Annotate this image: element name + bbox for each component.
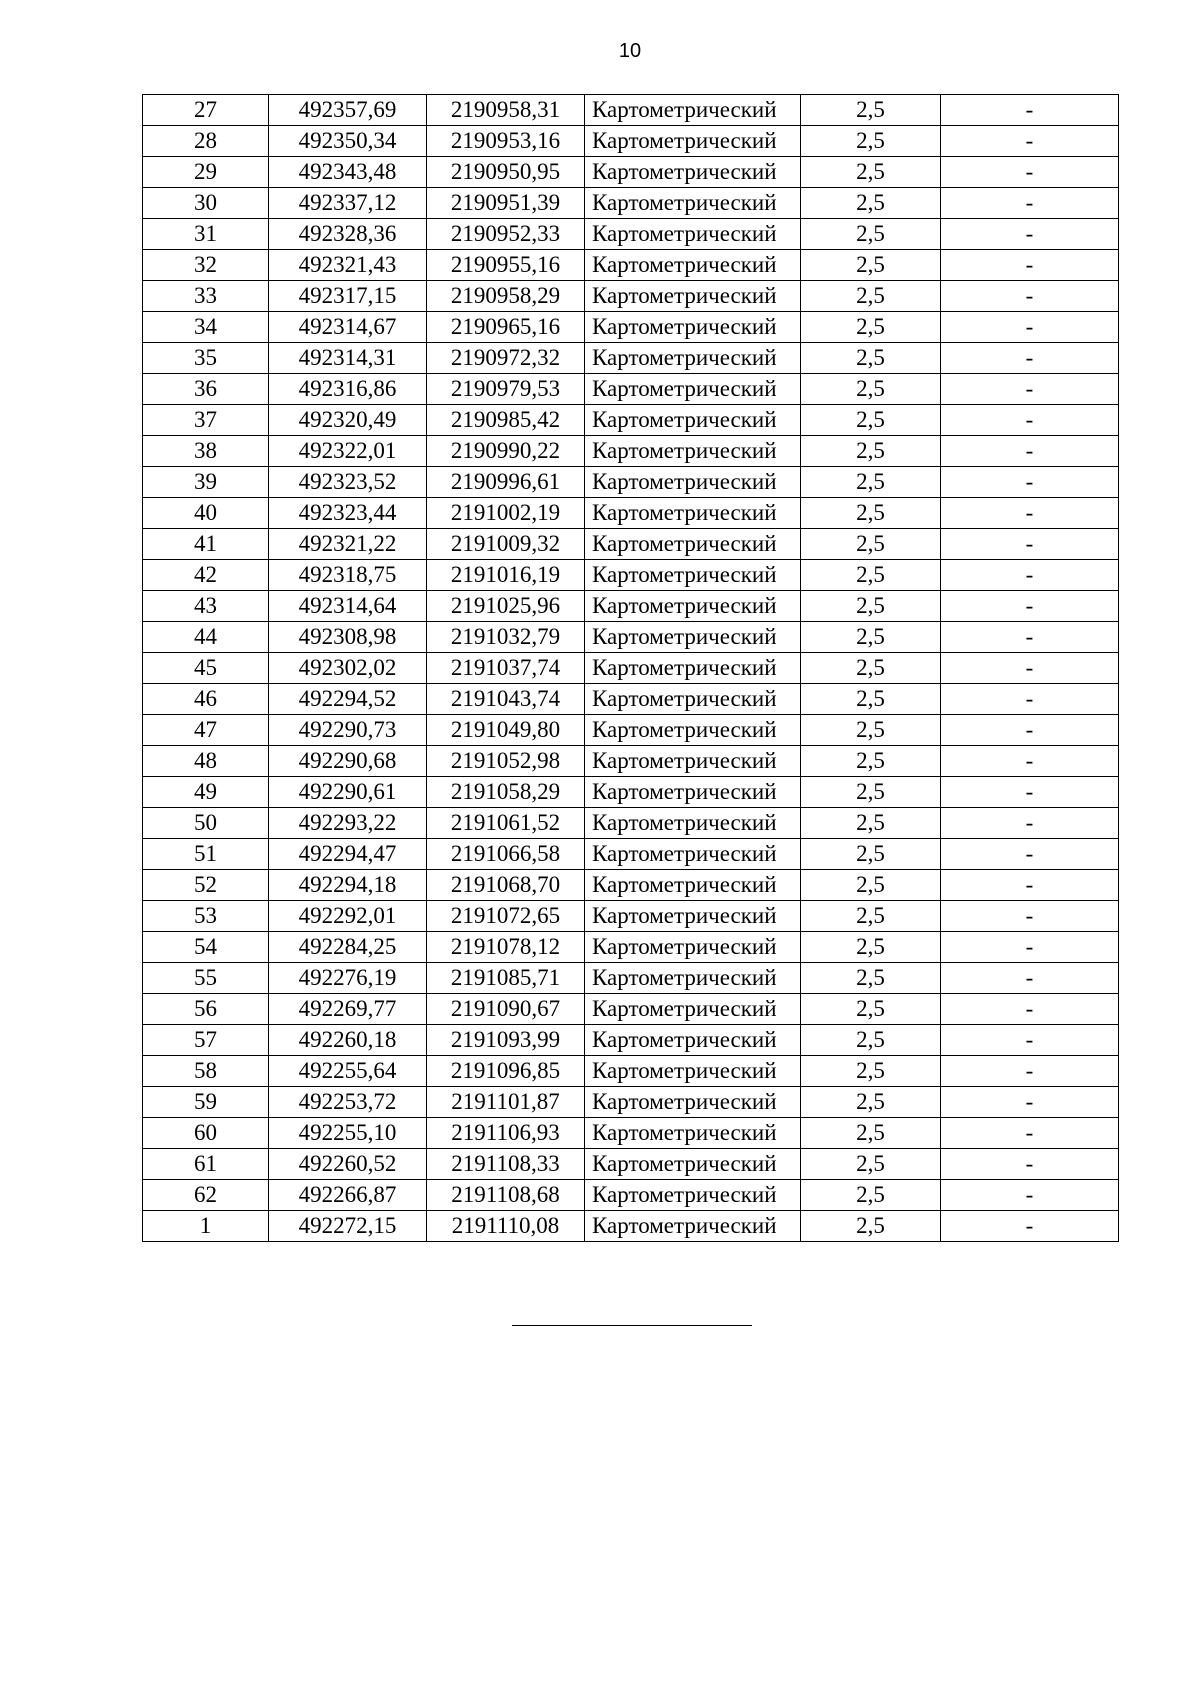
table-row: [143, 1025, 1119, 1056]
point-number-cell: 34: [143, 312, 269, 343]
accuracy-cell: 2,5: [801, 777, 941, 808]
x-coordinate-cell: 492317,15: [269, 281, 427, 312]
accuracy-cell: 2,5: [801, 498, 941, 529]
x-coordinate-cell: 492269,77: [269, 994, 427, 1025]
point-number-cell: 28: [143, 126, 269, 157]
method-cell: Картометрический: [585, 932, 801, 963]
accuracy-cell: 2,5: [801, 436, 941, 467]
point-number-cell: 47: [143, 715, 269, 746]
y-coordinate-cell: 2190951,39: [427, 188, 585, 219]
x-coordinate-cell: 492294,18: [269, 870, 427, 901]
y-coordinate-cell: 2191068,70: [427, 870, 585, 901]
method-cell: Картометрический: [585, 1087, 801, 1118]
y-coordinate-cell: 2191106,93: [427, 1118, 585, 1149]
method-cell: Картометрический: [585, 622, 801, 653]
table-row: [143, 250, 1119, 281]
y-coordinate-cell: 2191061,52: [427, 808, 585, 839]
x-coordinate-cell: 492293,22: [269, 808, 427, 839]
y-coordinate-cell: 2191025,96: [427, 591, 585, 622]
point-number-cell: 51: [143, 839, 269, 870]
y-coordinate-cell: 2190990,22: [427, 436, 585, 467]
y-coordinate-cell: 2191096,85: [427, 1056, 585, 1087]
page-number: 10: [618, 40, 642, 62]
point-number-cell: 54: [143, 932, 269, 963]
accuracy-cell: 2,5: [801, 1180, 941, 1211]
description-cell: -: [941, 157, 1119, 188]
table-row: [143, 374, 1119, 405]
table-row: [143, 529, 1119, 560]
x-coordinate-cell: 492343,48: [269, 157, 427, 188]
description-cell: -: [941, 994, 1119, 1025]
table-row: [143, 498, 1119, 529]
method-cell: Картометрический: [585, 1025, 801, 1056]
accuracy-cell: 2,5: [801, 994, 941, 1025]
method-cell: Картометрический: [585, 157, 801, 188]
x-coordinate-cell: 492321,43: [269, 250, 427, 281]
point-number-cell: 60: [143, 1118, 269, 1149]
method-cell: Картометрический: [585, 312, 801, 343]
x-coordinate-cell: 492255,10: [269, 1118, 427, 1149]
table-row: [143, 157, 1119, 188]
y-coordinate-cell: 2191093,99: [427, 1025, 585, 1056]
x-coordinate-cell: 492316,86: [269, 374, 427, 405]
accuracy-cell: 2,5: [801, 622, 941, 653]
x-coordinate-cell: 492308,98: [269, 622, 427, 653]
point-number-cell: 55: [143, 963, 269, 994]
accuracy-cell: 2,5: [801, 126, 941, 157]
y-coordinate-cell: 2191016,19: [427, 560, 585, 591]
method-cell: Картометрический: [585, 777, 801, 808]
point-number-cell: 44: [143, 622, 269, 653]
x-coordinate-cell: 492255,64: [269, 1056, 427, 1087]
point-number-cell: 45: [143, 653, 269, 684]
description-cell: -: [941, 932, 1119, 963]
description-cell: -: [941, 560, 1119, 591]
table-row: [143, 684, 1119, 715]
method-cell: Картометрический: [585, 126, 801, 157]
x-coordinate-cell: 492253,72: [269, 1087, 427, 1118]
description-cell: -: [941, 1025, 1119, 1056]
method-cell: Картометрический: [585, 808, 801, 839]
point-number-cell: 33: [143, 281, 269, 312]
table-row: [143, 870, 1119, 901]
x-coordinate-cell: 492290,61: [269, 777, 427, 808]
accuracy-cell: 2,5: [801, 1118, 941, 1149]
description-cell: -: [941, 1149, 1119, 1180]
accuracy-cell: 2,5: [801, 870, 941, 901]
point-number-cell: 40: [143, 498, 269, 529]
description-cell: -: [941, 188, 1119, 219]
table-row: [143, 436, 1119, 467]
accuracy-cell: 2,5: [801, 188, 941, 219]
method-cell: Картометрический: [585, 529, 801, 560]
description-cell: -: [941, 312, 1119, 343]
accuracy-cell: 2,5: [801, 715, 941, 746]
y-coordinate-cell: 2191101,87: [427, 1087, 585, 1118]
method-cell: Картометрический: [585, 1149, 801, 1180]
description-cell: -: [941, 1087, 1119, 1118]
method-cell: Картометрический: [585, 498, 801, 529]
method-cell: Картометрический: [585, 188, 801, 219]
point-number-cell: 35: [143, 343, 269, 374]
x-coordinate-cell: 492276,19: [269, 963, 427, 994]
y-coordinate-cell: 2191085,71: [427, 963, 585, 994]
description-cell: -: [941, 746, 1119, 777]
point-number-cell: 29: [143, 157, 269, 188]
accuracy-cell: 2,5: [801, 684, 941, 715]
table-row: [143, 653, 1119, 684]
point-number-cell: 37: [143, 405, 269, 436]
y-coordinate-cell: 2191052,98: [427, 746, 585, 777]
point-number-cell: 58: [143, 1056, 269, 1087]
x-coordinate-cell: 492323,44: [269, 498, 427, 529]
x-coordinate-cell: 492337,12: [269, 188, 427, 219]
point-number-cell: 30: [143, 188, 269, 219]
method-cell: Картометрический: [585, 281, 801, 312]
x-coordinate-cell: 492294,52: [269, 684, 427, 715]
method-cell: Картометрический: [585, 1211, 801, 1242]
method-cell: Картометрический: [585, 870, 801, 901]
y-coordinate-cell: 2190979,53: [427, 374, 585, 405]
x-coordinate-cell: 492290,68: [269, 746, 427, 777]
table-row: [143, 1149, 1119, 1180]
point-number-cell: 31: [143, 219, 269, 250]
y-coordinate-cell: 2191110,08: [427, 1211, 585, 1242]
y-coordinate-cell: 2191072,65: [427, 901, 585, 932]
method-cell: Картометрический: [585, 374, 801, 405]
x-coordinate-cell: 492320,49: [269, 405, 427, 436]
table-row: [143, 1056, 1119, 1087]
y-coordinate-cell: 2190965,16: [427, 312, 585, 343]
accuracy-cell: 2,5: [801, 157, 941, 188]
method-cell: Картометрический: [585, 591, 801, 622]
description-cell: -: [941, 1180, 1119, 1211]
method-cell: Картометрический: [585, 405, 801, 436]
description-cell: -: [941, 1118, 1119, 1149]
description-cell: -: [941, 870, 1119, 901]
description-cell: -: [941, 901, 1119, 932]
point-number-cell: 39: [143, 467, 269, 498]
table-row: [143, 1180, 1119, 1211]
accuracy-cell: 2,5: [801, 591, 941, 622]
table-row: [143, 188, 1119, 219]
point-number-cell: 42: [143, 560, 269, 591]
table-row: [143, 932, 1119, 963]
method-cell: Картометрический: [585, 1118, 801, 1149]
accuracy-cell: 2,5: [801, 467, 941, 498]
description-cell: -: [941, 405, 1119, 436]
table-row: [143, 839, 1119, 870]
point-number-cell: 59: [143, 1087, 269, 1118]
accuracy-cell: 2,5: [801, 808, 941, 839]
accuracy-cell: 2,5: [801, 312, 941, 343]
table-row: [143, 622, 1119, 653]
method-cell: Картометрический: [585, 684, 801, 715]
description-cell: -: [941, 839, 1119, 870]
x-coordinate-cell: 492284,25: [269, 932, 427, 963]
description-cell: -: [941, 529, 1119, 560]
table-row: [143, 219, 1119, 250]
table-row: [143, 405, 1119, 436]
point-number-cell: 56: [143, 994, 269, 1025]
method-cell: Картометрический: [585, 746, 801, 777]
description-cell: -: [941, 1211, 1119, 1242]
description-cell: -: [941, 95, 1119, 126]
table-row: [143, 746, 1119, 777]
y-coordinate-cell: 2190996,61: [427, 467, 585, 498]
y-coordinate-cell: 2190985,42: [427, 405, 585, 436]
y-coordinate-cell: 2191090,67: [427, 994, 585, 1025]
table-row: [143, 1211, 1119, 1242]
x-coordinate-cell: 492260,52: [269, 1149, 427, 1180]
accuracy-cell: 2,5: [801, 1211, 941, 1242]
description-cell: -: [941, 219, 1119, 250]
description-cell: -: [941, 250, 1119, 281]
x-coordinate-cell: 492260,18: [269, 1025, 427, 1056]
y-coordinate-cell: 2191009,32: [427, 529, 585, 560]
accuracy-cell: 2,5: [801, 374, 941, 405]
method-cell: Картометрический: [585, 343, 801, 374]
method-cell: Картометрический: [585, 219, 801, 250]
accuracy-cell: 2,5: [801, 95, 941, 126]
point-number-cell: 38: [143, 436, 269, 467]
point-number-cell: 41: [143, 529, 269, 560]
method-cell: Картометрический: [585, 1056, 801, 1087]
x-coordinate-cell: 492272,15: [269, 1211, 427, 1242]
x-coordinate-cell: 492294,47: [269, 839, 427, 870]
method-cell: Картометрический: [585, 901, 801, 932]
y-coordinate-cell: 2191066,58: [427, 839, 585, 870]
y-coordinate-cell: 2190972,32: [427, 343, 585, 374]
description-cell: -: [941, 653, 1119, 684]
accuracy-cell: 2,5: [801, 281, 941, 312]
description-cell: -: [941, 498, 1119, 529]
x-coordinate-cell: 492266,87: [269, 1180, 427, 1211]
x-coordinate-cell: 492357,69: [269, 95, 427, 126]
description-cell: -: [941, 622, 1119, 653]
accuracy-cell: 2,5: [801, 1025, 941, 1056]
x-coordinate-cell: 492328,36: [269, 219, 427, 250]
description-cell: -: [941, 777, 1119, 808]
x-coordinate-cell: 492314,67: [269, 312, 427, 343]
accuracy-cell: 2,5: [801, 932, 941, 963]
point-number-cell: 1: [143, 1211, 269, 1242]
x-coordinate-cell: 492290,73: [269, 715, 427, 746]
method-cell: Картометрический: [585, 250, 801, 281]
x-coordinate-cell: 492302,02: [269, 653, 427, 684]
table-row: [143, 777, 1119, 808]
y-coordinate-cell: 2190958,29: [427, 281, 585, 312]
table-row: [143, 312, 1119, 343]
y-coordinate-cell: 2190952,33: [427, 219, 585, 250]
method-cell: Картометрический: [585, 436, 801, 467]
x-coordinate-cell: 492323,52: [269, 467, 427, 498]
accuracy-cell: 2,5: [801, 250, 941, 281]
method-cell: Картометрический: [585, 95, 801, 126]
accuracy-cell: 2,5: [801, 405, 941, 436]
coordinates-table: [142, 94, 1119, 1242]
method-cell: Картометрический: [585, 1180, 801, 1211]
y-coordinate-cell: 2191002,19: [427, 498, 585, 529]
y-coordinate-cell: 2191043,74: [427, 684, 585, 715]
point-number-cell: 62: [143, 1180, 269, 1211]
point-number-cell: 32: [143, 250, 269, 281]
description-cell: -: [941, 436, 1119, 467]
description-cell: -: [941, 374, 1119, 405]
table-row: [143, 560, 1119, 591]
table-row: [143, 715, 1119, 746]
table-row: [143, 343, 1119, 374]
x-coordinate-cell: 492350,34: [269, 126, 427, 157]
accuracy-cell: 2,5: [801, 1149, 941, 1180]
method-cell: Картометрический: [585, 994, 801, 1025]
table-row: [143, 808, 1119, 839]
description-cell: -: [941, 684, 1119, 715]
point-number-cell: 46: [143, 684, 269, 715]
table-row: [143, 591, 1119, 622]
accuracy-cell: 2,5: [801, 1056, 941, 1087]
y-coordinate-cell: 2190950,95: [427, 157, 585, 188]
method-cell: Картометрический: [585, 467, 801, 498]
description-cell: -: [941, 467, 1119, 498]
method-cell: Картометрический: [585, 653, 801, 684]
end-separator-line: [512, 1325, 752, 1326]
table-row: [143, 901, 1119, 932]
x-coordinate-cell: 492314,64: [269, 591, 427, 622]
description-cell: -: [941, 281, 1119, 312]
y-coordinate-cell: 2191032,79: [427, 622, 585, 653]
description-cell: -: [941, 808, 1119, 839]
point-number-cell: 50: [143, 808, 269, 839]
table-row: [143, 994, 1119, 1025]
method-cell: Картометрический: [585, 715, 801, 746]
accuracy-cell: 2,5: [801, 343, 941, 374]
description-cell: -: [941, 343, 1119, 374]
accuracy-cell: 2,5: [801, 560, 941, 591]
point-number-cell: 43: [143, 591, 269, 622]
table-row: [143, 963, 1119, 994]
accuracy-cell: 2,5: [801, 219, 941, 250]
description-cell: -: [941, 1056, 1119, 1087]
table-row: [143, 126, 1119, 157]
accuracy-cell: 2,5: [801, 901, 941, 932]
description-cell: -: [941, 591, 1119, 622]
description-cell: -: [941, 963, 1119, 994]
y-coordinate-cell: 2191108,68: [427, 1180, 585, 1211]
table-row: [143, 1118, 1119, 1149]
table-row: [143, 281, 1119, 312]
accuracy-cell: 2,5: [801, 839, 941, 870]
point-number-cell: 61: [143, 1149, 269, 1180]
point-number-cell: 53: [143, 901, 269, 932]
description-cell: -: [941, 126, 1119, 157]
accuracy-cell: 2,5: [801, 1087, 941, 1118]
description-cell: -: [941, 715, 1119, 746]
x-coordinate-cell: 492314,31: [269, 343, 427, 374]
y-coordinate-cell: 2191108,33: [427, 1149, 585, 1180]
y-coordinate-cell: 2190955,16: [427, 250, 585, 281]
y-coordinate-cell: 2190953,16: [427, 126, 585, 157]
point-number-cell: 36: [143, 374, 269, 405]
x-coordinate-cell: 492292,01: [269, 901, 427, 932]
point-number-cell: 52: [143, 870, 269, 901]
y-coordinate-cell: 2191058,29: [427, 777, 585, 808]
x-coordinate-cell: 492318,75: [269, 560, 427, 591]
method-cell: Картометрический: [585, 560, 801, 591]
accuracy-cell: 2,5: [801, 653, 941, 684]
point-number-cell: 57: [143, 1025, 269, 1056]
table-body: [143, 95, 1119, 1242]
y-coordinate-cell: 2191078,12: [427, 932, 585, 963]
accuracy-cell: 2,5: [801, 746, 941, 777]
table-row: [143, 1087, 1119, 1118]
accuracy-cell: 2,5: [801, 529, 941, 560]
point-number-cell: 49: [143, 777, 269, 808]
y-coordinate-cell: 2190958,31: [427, 95, 585, 126]
x-coordinate-cell: 492322,01: [269, 436, 427, 467]
method-cell: Картометрический: [585, 963, 801, 994]
table-row: [143, 467, 1119, 498]
accuracy-cell: 2,5: [801, 963, 941, 994]
y-coordinate-cell: 2191049,80: [427, 715, 585, 746]
point-number-cell: 48: [143, 746, 269, 777]
y-coordinate-cell: 2191037,74: [427, 653, 585, 684]
point-number-cell: 27: [143, 95, 269, 126]
table-row: [143, 95, 1119, 126]
method-cell: Картометрический: [585, 839, 801, 870]
x-coordinate-cell: 492321,22: [269, 529, 427, 560]
